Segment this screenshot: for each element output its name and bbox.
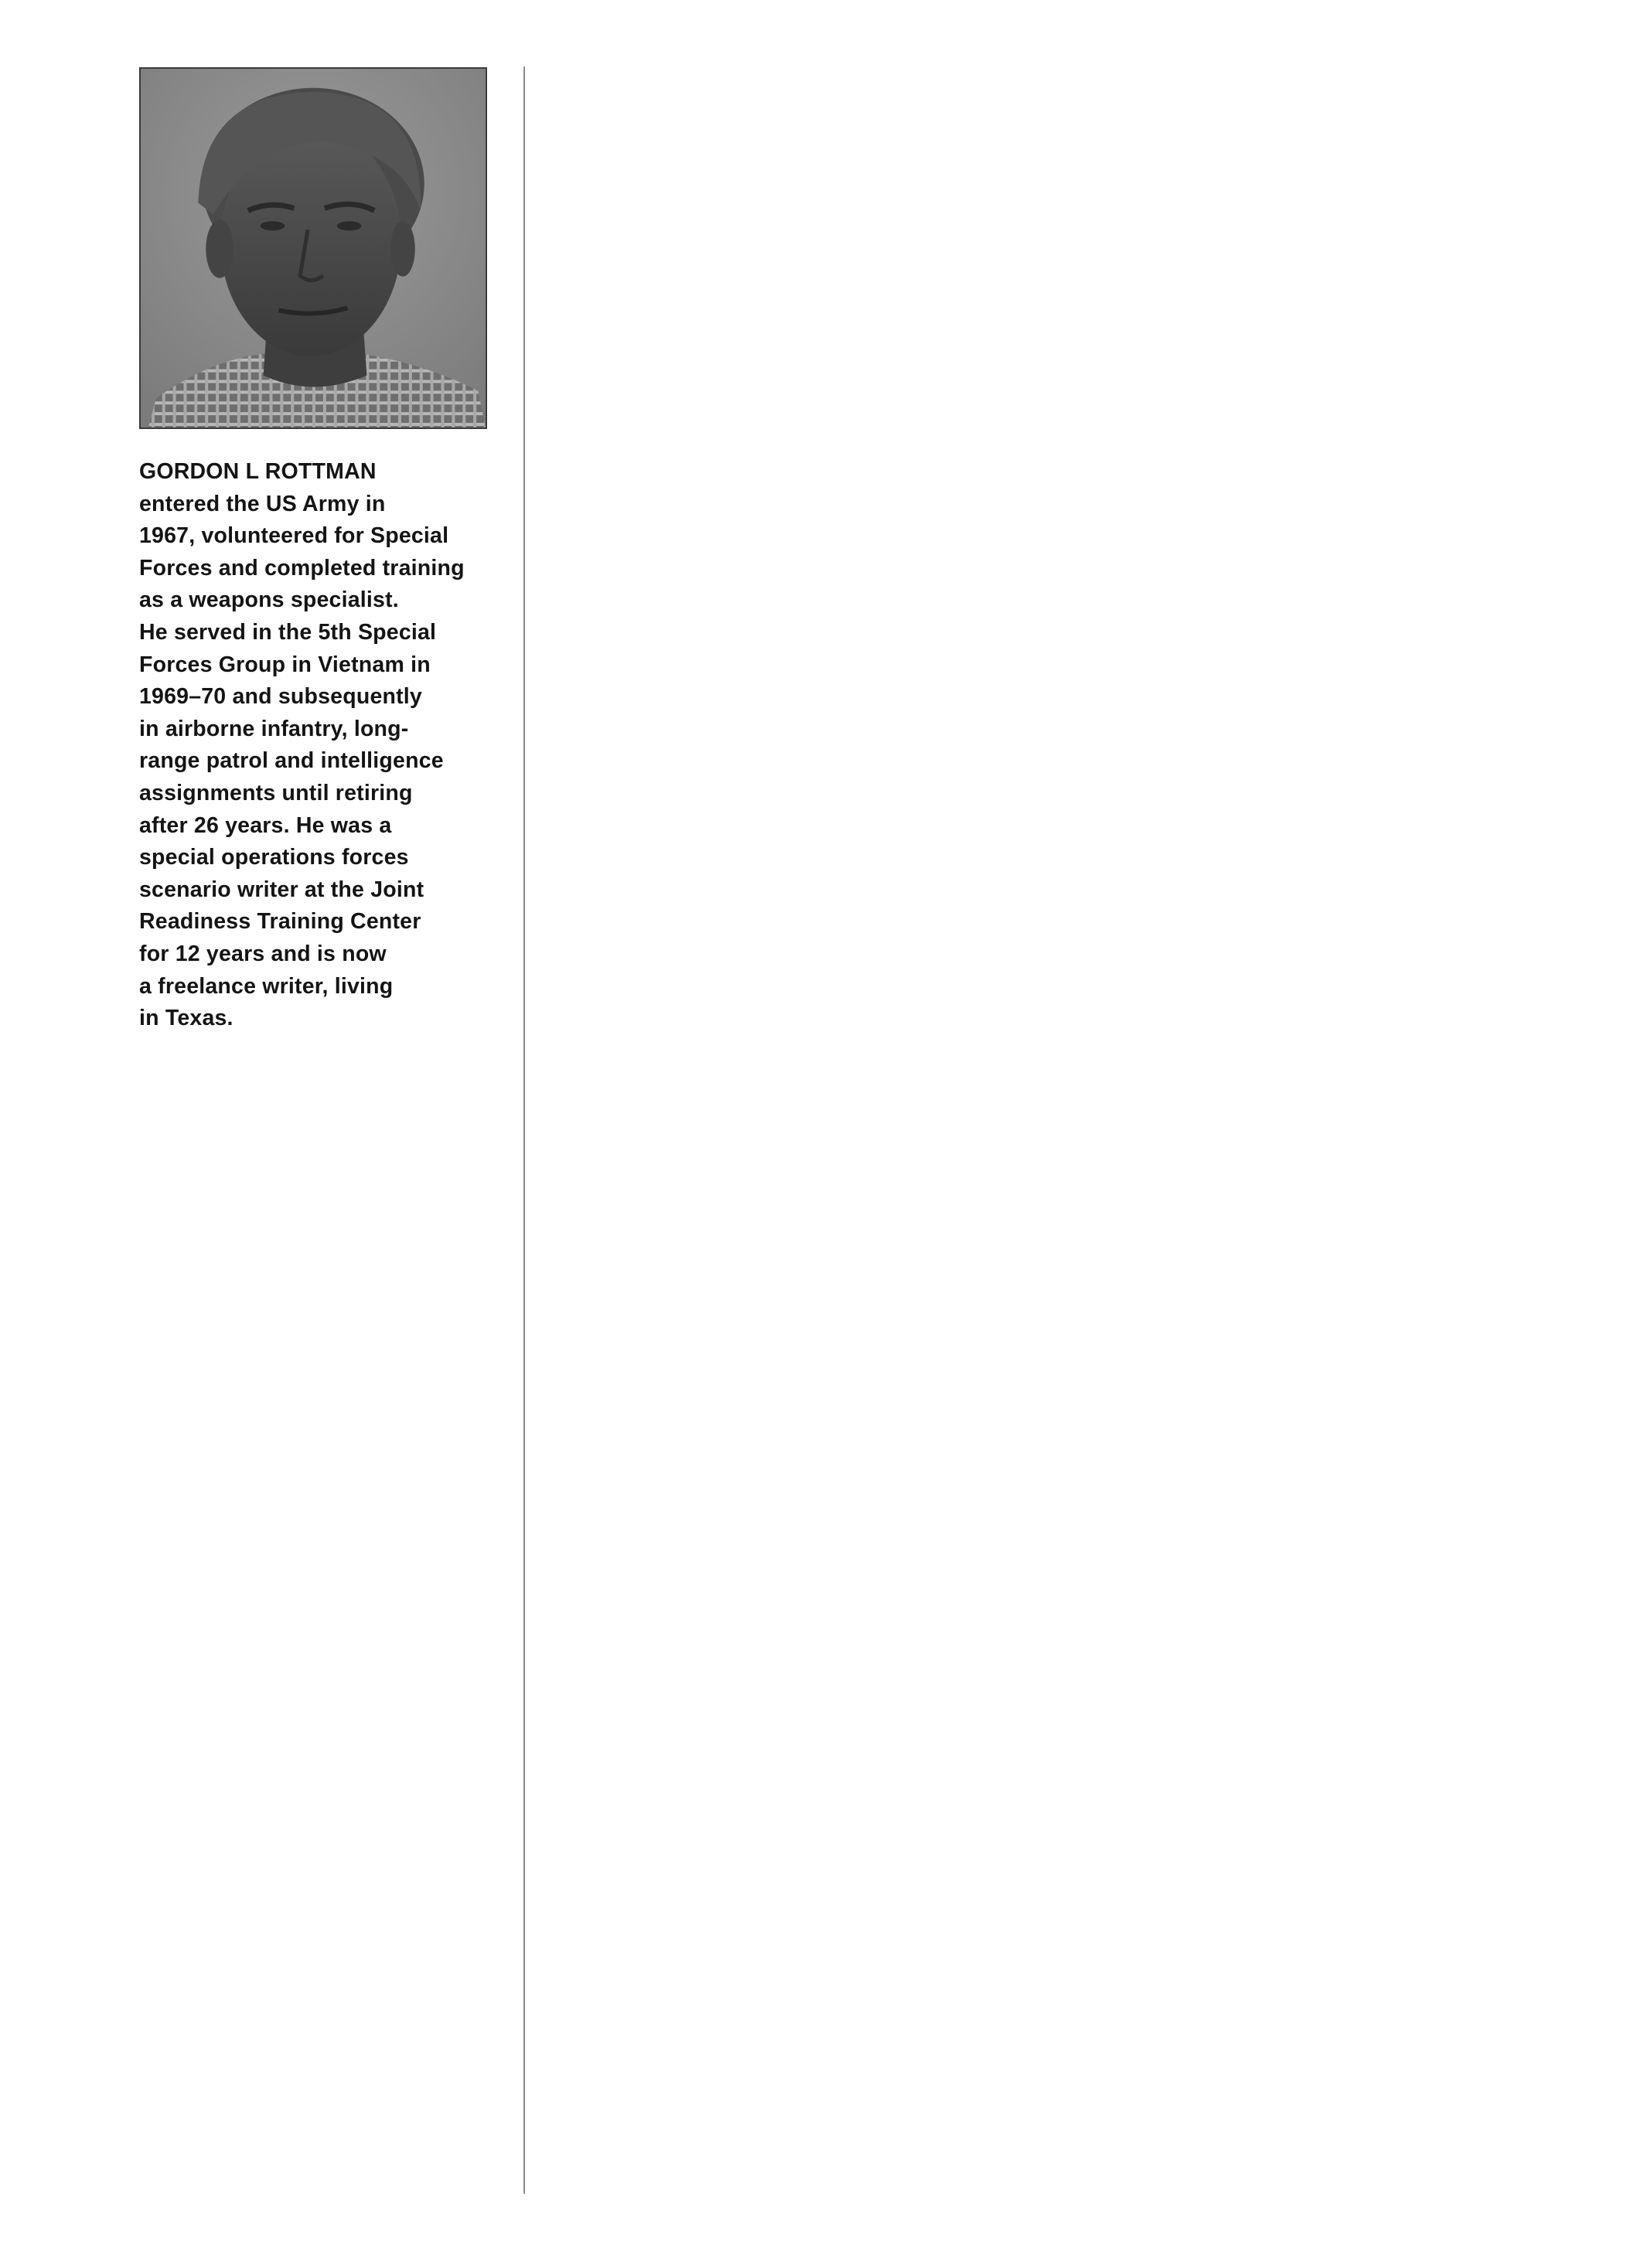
bio-line: a freelance writer, living xyxy=(139,973,394,999)
author-name: GORDON L ROTTMAN xyxy=(139,459,377,484)
bio-line: assignments until retiring xyxy=(139,780,413,805)
bio-line: in airborne infantry, long- xyxy=(139,716,409,741)
bio-line: entered the US Army in xyxy=(139,491,386,516)
bio-line: Forces and completed training xyxy=(139,555,465,581)
column-divider xyxy=(523,66,525,2194)
bio-line: He served in the 5th Special xyxy=(139,619,437,645)
author-portrait-icon xyxy=(141,69,486,427)
author-photo xyxy=(139,67,487,429)
bio-line: 1969–70 and subsequently xyxy=(139,684,422,710)
bio-line: scenario writer at the Joint xyxy=(139,877,424,902)
bio-line: Forces Group in Vietnam in xyxy=(139,652,431,677)
bio-line: special operations forces xyxy=(139,845,409,870)
bio-line: for 12 years and is now xyxy=(139,941,387,966)
author-bio xyxy=(139,456,503,1035)
bio-line: after 26 years. He was a xyxy=(139,812,392,838)
bio-line: range patrol and intelligence xyxy=(139,748,444,774)
bio-line: 1967, volunteered for Special xyxy=(139,523,449,549)
bio-line: Readiness Training Center xyxy=(139,909,421,935)
bio-line: in Texas. xyxy=(139,1006,234,1031)
bio-line: as a weapons specialist. xyxy=(139,587,399,613)
